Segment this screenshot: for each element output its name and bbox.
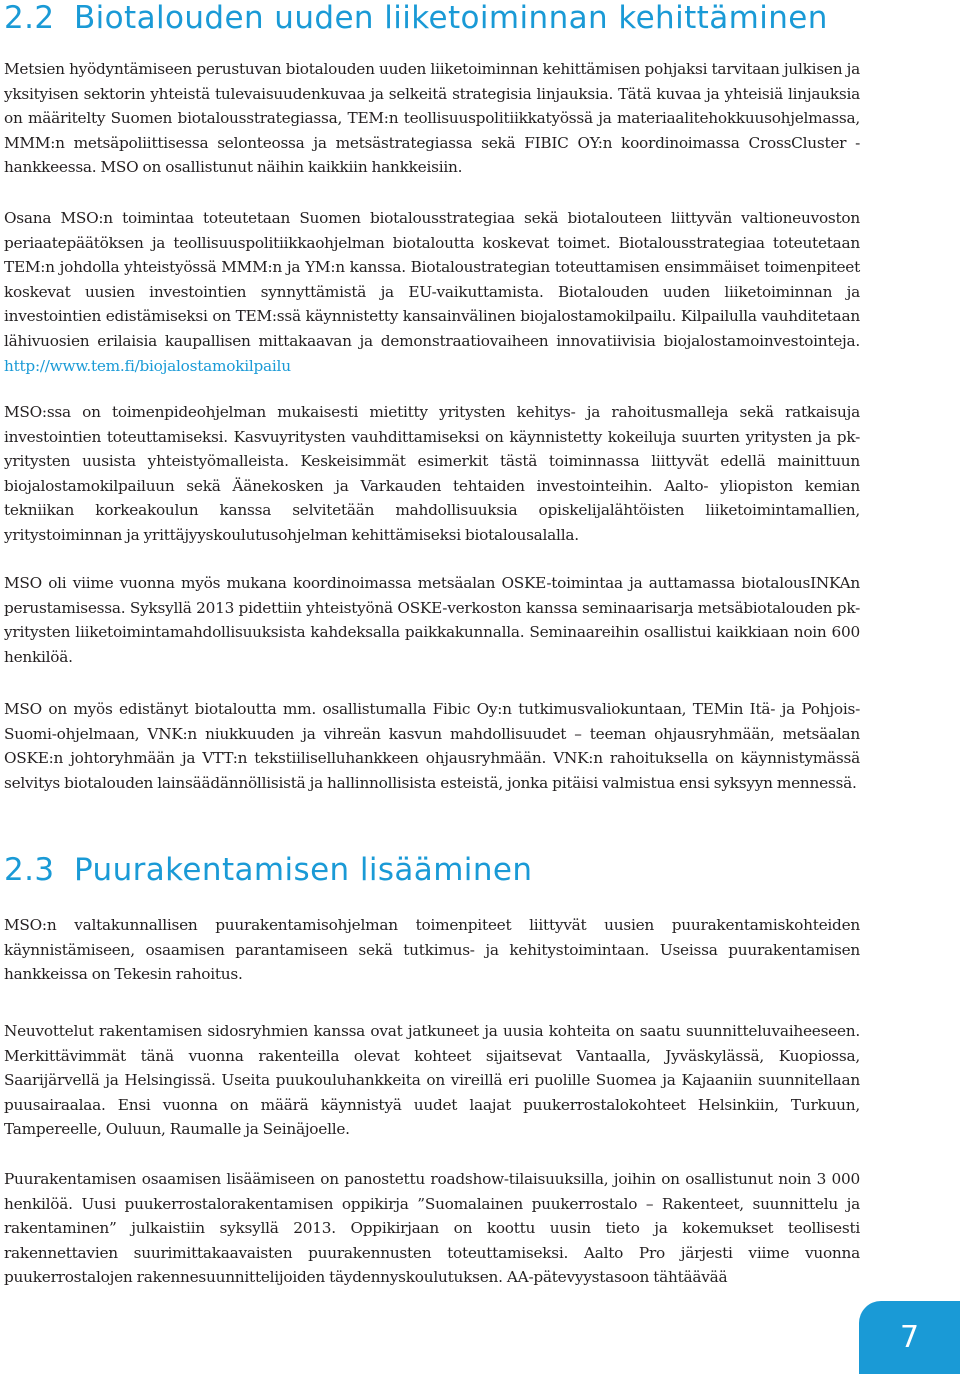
paragraph-text: Neuvottelut rakentamisen sidosryhmien kanssa ovat jatkuneet ja uusia kohteita on saatu suunnitteluvaiheeseen. Merkittävimmät tänä vuonna rakenteilla olevat kohteet sijaitsevat Vantaalla, Jyväskylässä, Kuopiossa, Saarijärvellä ja Helsingissä. Useita puukouluhankkeita on vireillä eri puolille Suomea ja Kajaaniin suunnitellaan puusairaalaa. Ensi vuonna on määrä käynnistyä uudet laajat puukerrostalokohteet Helsinkiin, Turkuun, Tampereelle, Ouluun, Raumalle ja Seinäjoelle. [4,1022,860,1139]
section-title: Biotalouden uuden liiketoiminnan kehittäminen [74,0,828,36]
biojalostamokilpailu-link[interactable]: http://www.tem.fi/biojalostamokilpailu [4,356,291,375]
section-number: 2.3 [4,852,55,888]
paragraph [4,1167,860,1290]
paragraph-text: MSO:n valtakunnallisen puurakentamisohjelman toimenpiteet liittyvät uusien puurakentamiskohteiden käynnistämiseen, osaamisen parantamiseen sekä tutkimus- ja kehitystoimintaan. Useissa puurakentamisen hankkeissa on Tekesin rahoitus. [4,916,860,984]
paragraph-text: MSO oli viime vuonna myös mukana koordinoimassa metsäalan OSKE-toimintaa ja auttamassa biotalousINKAn perustamisessa. Syksyllä 2013 pidettiin yhteistyönä OSKE-verkoston kanssa seminaarisarja metsäbiotalouden pk-yritysten liiketoimintamahdollisuuksista kahdeksalla paikkakunnalla. Seminaareihin osallistui kaikkiaan noin 600 henkilöä. [4,574,860,666]
paragraph [4,400,860,548]
paragraph-text: MSO:ssa on toimenpideohjelman mukaisesti mietitty yritysten kehitys- ja rahoitusmalleja sekä ratkaisuja investointien toteuttamiseksi. Kasvuyritysten vauhdittamiseksi on käynnistetty kokeiluja suurten yritysten ja pk-yritysten uusista yhteistyömalleista. Keskeisimmät esimerkit tästä toiminnassa liittyvät edellä mainittuun biojalostamokilpailuun sekä Äänekosken ja Varkauden tehtaiden investointeihin. Aalto- yliopiston kemian tekniikan korkeakoulun kanssa selvitetään mahdollisuuksia opiskelijalähtöisten liiketoimintamallien, yritystoiminnan ja yrittäjyyskoulutusohjelman kehittämiseksi biotalousalalla. [4,403,860,544]
section-number: 2.2 [4,0,55,36]
paragraph [4,697,860,795]
paragraph-text: Metsien hyödyntämiseen perustuvan biotalouden uuden liiketoiminnan kehittämisen pohjaksi tarvitaan julkisen ja yksityisen sektorin yhteistä tulevaisuudenkuvaa ja selkeitä strategisia linjauksia. Tätä kuvaa ja yhteisiä linjauksia on määritelty Suomen biotalousstrategiassa, TEM:n teollisuuspolitiikkatyössä ja materiaalitehokkuusohjelmassa, MMM:n metsäpoliittisessa selonteossa ja metsästrategiassa sekä FIBIC OY:n koordinoimassa CrossCluster -hankkeessa. MSO on osallistunut näihin kaikkiin hankkeisiin. [4,60,860,177]
paragraph [4,206,860,378]
section-heading-2-2 [4,0,828,36]
paragraph [4,1019,860,1142]
paragraph-text: MSO on myös edistänyt biotaloutta mm. osallistumalla Fibic Oy:n tutkimusvaliokuntaan, TEMin Itä- ja Pohjois-Suomi-ohjelmaan, VNK:n niukkuuden ja vihreän kasvun mahdollisuudet – teeman ohjausryhmään, metsäalan OSKE:n johtoryhmään ja VTT:n tekstiiliselluhankkeen ohjausryhmään. VNK:n rahoituksella on käynnistymässä selvitys biotalouden lainsäädännöllisistä ja hallinnollisista esteistä, jonka pitäisi valmistua ensi syksyyn mennessä. [4,700,860,792]
section-title: Puurakentamisen lisääminen [74,852,533,888]
paragraph [4,571,860,669]
paragraph [4,913,860,987]
section-heading-2-3 [4,852,532,888]
page-number-badge: 7 [859,1301,960,1374]
paragraph-text: Osana MSO:n toimintaa toteutetaan Suomen biotalousstrategiaa sekä biotalouteen liittyvän valtioneuvoston periaatepäätöksen ja teollisuuspolitiikkaohjelman biotaloutta koskevat toimet. Biotalousstrategiaa toteutetaan TEM:n johdolla yhteistyössä MMM:n ja YM:n kanssa. Biotaloustrategian toteuttamisen ensimmäiset toimenpiteet koskevat uusien investointien synnyttämistä ja EU-vaikuttamista. Biotalouden uuden liiketoiminnan ja investointien edistämiseksi on TEM:ssä käynnistetty kansainvälinen biojalostamokilpailu. Kilpailulla vauhditetaan lähivuosien erilaisia kaupallisen mittakaavan ja demonstraatiovaiheen innovatiivisia biojalostamoinvestointeja. [4,209,860,350]
paragraph-text: Puurakentamisen osaamisen lisäämiseen on panostettu roadshow-tilaisuuksilla, joihin on osallistunut noin 3 000 henkilöä. Uusi puukerrostalorakentamisen oppikirja ”Suomalainen puukerrostalo – Rakenteet, suunnittelu ja rakentaminen” julkaistiin syksyllä 2013. Oppikirjaan on koottu uusin tieto ja kokemukset teollisesti rakennettavien suurimittakaavaisten puurakennusten toteuttamiseksi. Aalto Pro järjesti viime vuonna puukerrostalojen rakennesuunnittelijoiden täydennyskoulutuksen. AA-pätevyystasoon tähtäävää [4,1170,860,1287]
paragraph [4,57,860,180]
